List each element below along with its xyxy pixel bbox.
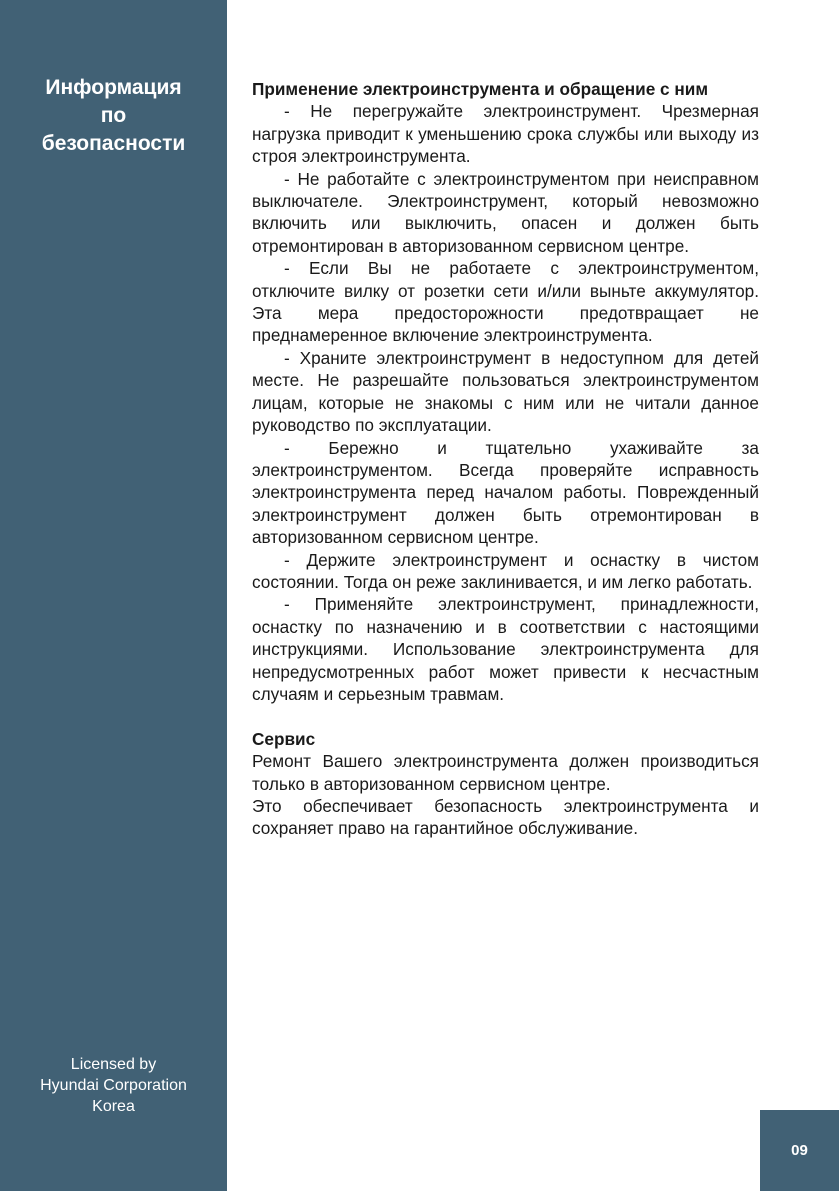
sidebar-title-line: безопасности	[41, 132, 186, 155]
page-number: 09	[791, 1142, 808, 1159]
paragraph: - Применяйте электроинструмент, принадлежности, оснастку по назначению и в соответствии с настоящими инструкциями. Использование электроинструмента для непредусмотренных работ может привести к несчастным случаям и серьезным травмам.	[252, 594, 759, 704]
license-line: Licensed by	[70, 1056, 157, 1073]
sidebar-title-line: Информация	[45, 76, 182, 99]
paragraph: - Не перегружайте электроинструмент. Чрезмерная нагрузка приводит к уменьшению срока службы или выходу из строя электроинструмента.	[252, 101, 759, 167]
paragraph: - Держите электроинструмент и оснастку в чистом состоянии. Тогда он реже заклинивается, и им легко работать.	[252, 549, 759, 592]
sidebar-title-line: по	[100, 104, 127, 127]
section-spacer	[252, 705, 759, 727]
main-content	[252, 78, 759, 840]
paragraph: - Не работайте с электроинструментом при неисправном выключателе. Электроинструмент, который невозможно включить или выключить, опасен и должен быть отремонтирован в авторизованном сервисном центре.	[252, 168, 759, 256]
sidebar-title	[0, 74, 227, 158]
license-line: Korea	[92, 1098, 135, 1115]
section-heading-service: Сервис	[252, 728, 316, 749]
paragraph: - Если Вы не работаете с электроинструментом, отключите вилку от розетки сети и/или выньте аккумулятор. Эта мера предосторожности предотвращает не преднамеренное включение электроинструмента.	[252, 258, 759, 346]
paragraph: Это обеспечивает безопасность электроинструмента и сохраняет право на гарантийное обслуживание.	[252, 795, 759, 839]
paragraph: - Храните электроинструмент в недоступном для детей месте. Не разрешайте пользоваться электроинструментом лицам, которые не знакомы с ним или не читали данное руководство по эксплуатации.	[252, 347, 759, 436]
section-heading-usage: Применение электроинструмента и обращение с ним	[252, 79, 709, 99]
license-note	[0, 1054, 227, 1117]
page-number-box	[760, 1110, 839, 1191]
paragraph: Ремонт Вашего электроинструмента должен производиться только в авторизованном сервисном центре.	[252, 751, 759, 794]
sidebar	[0, 0, 227, 1191]
paragraph: - Бережно и тщательно ухаживайте за электроинструментом. Всегда проверяйте исправность электроинструмента перед началом работы. Поврежденный электроинструмент должен быть отремонтирован в авторизованном сервисном центре.	[252, 437, 759, 548]
license-line: Hyundai Corporation	[40, 1077, 187, 1094]
